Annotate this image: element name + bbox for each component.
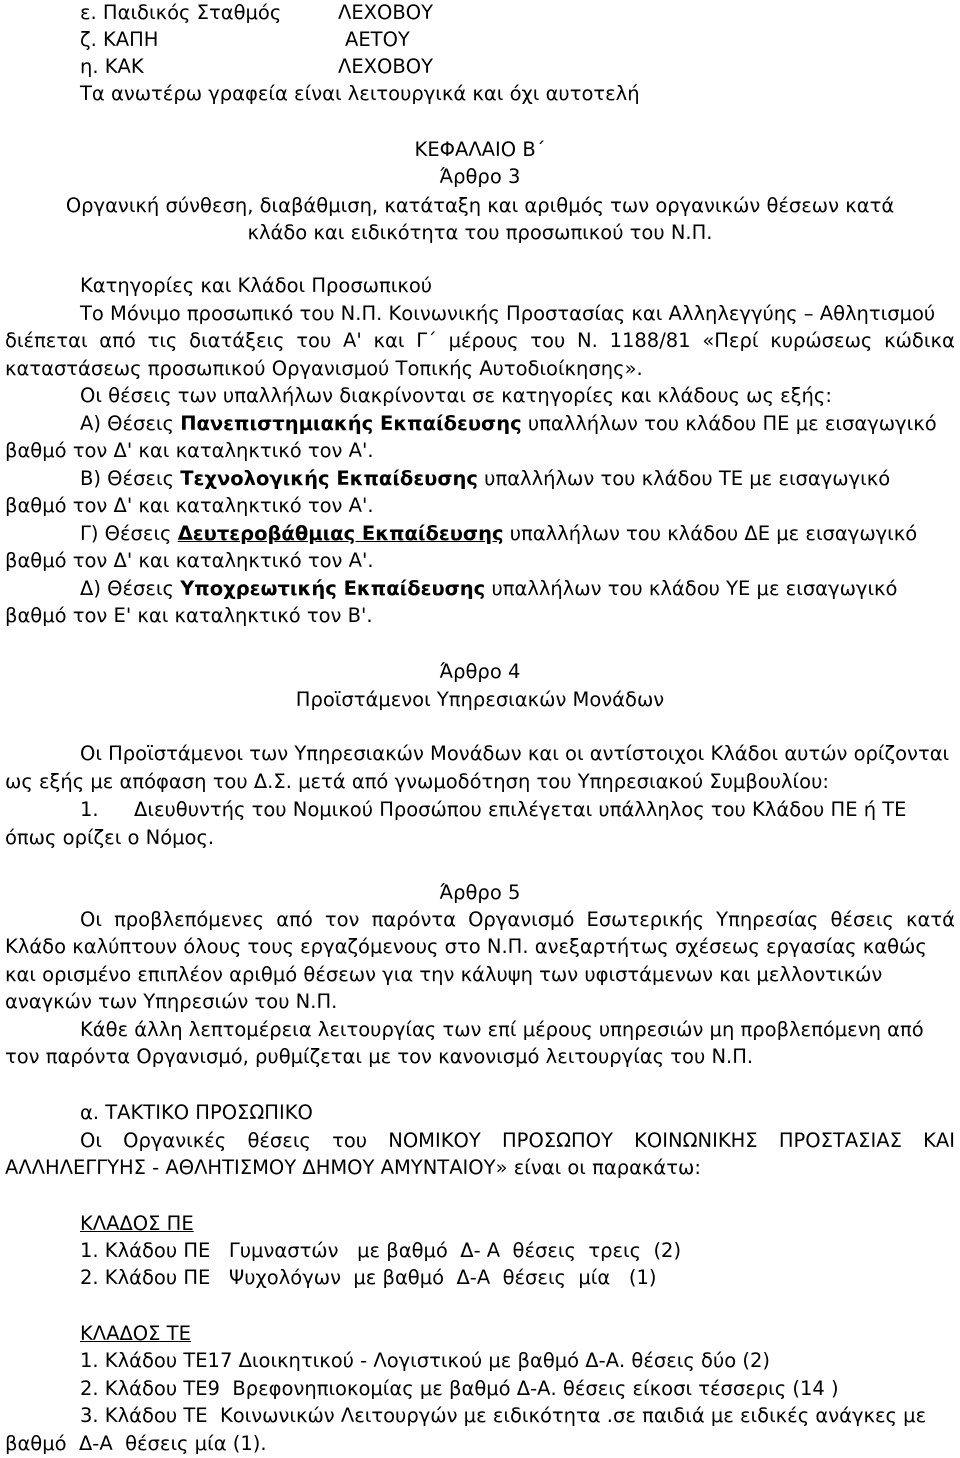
word: κατά	[906, 908, 955, 931]
category-c-grade: βαθμό τον Δ' και καταληκτικό τον Α'.	[5, 549, 374, 572]
word: Οργανισμό	[468, 908, 575, 931]
category-a-grade: βαθμό τον Δ' και καταληκτικό τον Α'.	[5, 439, 374, 462]
word: μέρους	[448, 329, 519, 352]
staff-heading: α. ΤΑΚΤΙΚΟ ΠΡΟΣΩΠΙΚΟ	[80, 1101, 313, 1124]
word: διέπεται	[5, 329, 88, 352]
word: προβλεπόμενες	[114, 908, 265, 931]
category-b	[80, 469, 890, 489]
word: διατάξεις	[189, 329, 285, 352]
paragraph-line: Κάθε άλλη λεπτομέρεια λειτουργίας των επί μέρους υπηρεσιών μη προβλεπόμενη από	[80, 1018, 924, 1041]
paragraph-line: Οι Προϊστάμενοι των Υπηρεσιακών Μονάδων και οι αντίστοιχοι Κλάδοι αυτών ορίζονται	[80, 742, 950, 765]
list-item: 2. Κλάδου ΠΕ Ψυχολόγων με βαθμό Δ-Α θέσεις μία (1)	[80, 1266, 657, 1289]
heading-text: κλάδο και ειδικότητα του προσωπικού του Ν.Π.	[247, 221, 713, 244]
list-item: 2. Κλάδου ΤΕ9 Βρεφονηπιοκομίας με βαθμό Δ-Α. θέσεις είκοσι τέσσερις (14 )	[80, 1377, 839, 1400]
list-item-label: ζ. ΚΑΠΗ	[80, 28, 159, 51]
word: ΠΡΟΣΤΑΣΙΑΣ	[778, 1129, 902, 1152]
paragraph-line: Οι θέσεις των υπαλλήλων διακρίνονται σε κατηγορίες και κλάδους ως εξής:	[80, 384, 832, 407]
chapter-title	[0, 140, 960, 160]
word: και	[373, 329, 405, 352]
category-c	[80, 524, 917, 544]
article5-title	[0, 883, 960, 903]
category-a-name: Πανεπιστημιακής Εκπαίδευσης	[180, 412, 522, 435]
category-d-prefix: Δ) Θέσεις	[80, 577, 181, 600]
word: θέσεις	[830, 908, 894, 931]
paragraph-line: και ορισμένο επιπλέον αριθμό θέσεων για την κάλυψη των υφιστάμενων και μελλοντικών	[5, 963, 883, 986]
category-a	[80, 414, 937, 434]
word: από	[99, 329, 136, 352]
list-item-z	[80, 30, 410, 50]
category-d	[80, 579, 897, 599]
word: του	[530, 329, 566, 352]
word: ΝΟΜΙΚΟΥ	[388, 1129, 481, 1152]
category-c-prefix: Γ) Θέσεις	[80, 522, 178, 545]
category-b-suffix: υπαλλήλων του κλάδου ΤΕ με εισαγωγικό	[477, 467, 891, 490]
list-item-continuation: βαθμό Δ-Α θέσεις μία (1).	[5, 1432, 267, 1455]
word: Οι	[80, 908, 102, 931]
branch-te-heading: ΚΛΑΔΟΣ ΤΕ	[80, 1322, 191, 1345]
paragraph-line	[80, 910, 955, 930]
categories-heading: Κατηγορίες και Κλάδοι Προσωπικού	[80, 274, 433, 297]
paragraph-line: αναγκών των Υπηρεσιών του Ν.Π.	[5, 990, 338, 1013]
category-a-prefix: Α) Θέσεις	[80, 412, 181, 435]
word: του	[332, 1129, 368, 1152]
word: Υπηρεσίας	[716, 908, 819, 931]
category-d-grade: βαθμό τον Ε' και καταληκτικό τον Β'.	[5, 604, 373, 627]
paragraph-line: όπως ορίζει ο Νόμος.	[5, 826, 215, 849]
category-c-name: Δευτεροβάθμιας Εκπαίδευσης	[177, 522, 504, 545]
word: Οι	[80, 1129, 102, 1152]
paragraph-line	[5, 331, 955, 351]
heading-text: Άρθρο 4	[439, 660, 521, 683]
word: παρόντα	[371, 908, 456, 931]
category-b-grade: βαθμό τον Δ' και καταληκτικό τον Α'.	[5, 494, 374, 517]
article3-subtitle-line1	[0, 196, 960, 216]
word: θέσεις	[247, 1129, 311, 1152]
word: Εσωτερικής	[586, 908, 705, 931]
word: Ν.	[577, 329, 598, 352]
list-item-i	[80, 57, 433, 77]
list-item-e	[80, 3, 433, 23]
list-item: 3. Κλάδου ΤΕ Κοινωνικών Λειτουργών με ειδικότητα .σε παιδιά με ειδικές ανάγκες με	[80, 1404, 927, 1427]
paragraph-line: τον παρόντα Οργανισμό, ρυθμίζεται με τον κανονισμό λειτουργίας του Ν.Π.	[5, 1045, 754, 1068]
paragraph-line: ως εξής με απόφαση του Δ.Σ. μετά από γνωμοδότηση του Υπηρεσιακού Συμβουλίου:	[5, 770, 829, 793]
category-d-suffix: υπαλλήλων του κλάδου ΥΕ με εισαγωγικό	[485, 577, 898, 600]
heading-text: Άρθρο 5	[439, 881, 521, 904]
list-item-place: ΛΕΧΟΒΟΥ	[338, 1, 434, 24]
branch-pe-heading: ΚΛΑΔΟΣ ΠΕ	[80, 1212, 194, 1235]
category-c-suffix: υπαλλήλων του κλάδου ΔΕ με εισαγωγικό	[503, 522, 918, 545]
item-text: Διευθυντής του Νομικού Προσώπου επιλέγεται υπάλληλος του Κλάδου ΠΕ ή ΤΕ	[134, 798, 907, 821]
list-item-label: η. ΚΑΚ	[80, 55, 144, 78]
heading-text: Άρθρο 3	[439, 165, 521, 188]
article4-title	[0, 662, 960, 682]
list-item-place: ΛΕΧΟΒΟΥ	[338, 55, 434, 78]
word: ΠΡΟΣΩΠΟΥ	[502, 1129, 613, 1152]
offices-note: Τα ανωτέρω γραφεία είναι λειτουργικά και όχι αυτοτελή	[80, 82, 640, 105]
category-b-prefix: Β) Θέσεις	[80, 467, 181, 490]
word: του	[296, 329, 332, 352]
word: Γ΄	[416, 329, 437, 352]
word: κώδικα	[884, 329, 955, 352]
word: ΚΟΙΝΩΝΙΚΗΣ	[634, 1129, 758, 1152]
list-item: 1. Κλάδου ΠΕ Γυμναστών με βαθμό Δ- Α θέσεις τρεις (2)	[80, 1239, 682, 1262]
paragraph-line: ΑΛΛΗΛΕΓΓΥΗΣ - ΑΘΛΗΤΙΣΜΟΥ ΔΗΜΟΥ ΑΜΥΝΤΑΙΟΥ» είναι οι παρακάτω:	[5, 1156, 701, 1179]
category-b-name: Τεχνολογικής Εκπαίδευσης	[180, 467, 478, 490]
list-item-place: ΑΕΤΟΥ	[345, 28, 410, 51]
paragraph-line: Το Μόνιμο προσωπικό του Ν.Π. Κοινωνικής Προστασίας και Αλληλεγγύης – Αθλητισμού	[80, 302, 936, 325]
word: «Περί	[702, 329, 759, 352]
list-item-label: ε. Παιδικός Σταθμός	[80, 1, 282, 24]
heading-text: Οργανική σύνθεση, διαβάθμιση, κατάταξη και αριθμός των οργανικών θέσεων κατά	[65, 194, 895, 217]
word: ΚΑΙ	[923, 1129, 955, 1152]
paragraph-line	[80, 1131, 955, 1151]
paragraph-line: Κλάδο καλύπτουν όλους τους εργαζόμενους στο Ν.Π. ανεξαρτήτως σχέσεως εργασίας καθώς	[5, 935, 927, 958]
article3-title	[0, 167, 960, 187]
word: από	[276, 908, 313, 931]
word: Οργανικές	[123, 1129, 227, 1152]
article4-subtitle	[0, 690, 960, 710]
category-a-suffix: υπαλλήλων του κλάδου ΠΕ με εισαγωγικό	[521, 412, 937, 435]
heading-text: Προϊστάμενοι Υπηρεσιακών Μονάδων	[295, 688, 665, 711]
word: τις	[147, 329, 178, 352]
article4-item1	[80, 800, 907, 820]
list-item: 1. Κλάδου ΤΕ17 Διοικητικού - Λογιστικού με βαθμό Δ-Α. θέσεις δύο (2)	[80, 1349, 770, 1372]
heading-text: ΚΕΦΑΛΑΙΟ Β΄	[414, 138, 546, 161]
paragraph-line: καταστάσεως προσωπικού Οργανισμού Τοπικής Αυτοδιοίκησης».	[5, 357, 643, 380]
article3-subtitle-line2	[0, 223, 960, 243]
word: Α'	[343, 329, 362, 352]
word: 1188/81	[609, 329, 691, 352]
item-number: 1.	[80, 798, 99, 821]
category-d-name: Υποχρεωτικής Εκπαίδευσης	[180, 577, 486, 600]
word: τον	[324, 908, 360, 931]
word: κυρώσεως	[770, 329, 873, 352]
